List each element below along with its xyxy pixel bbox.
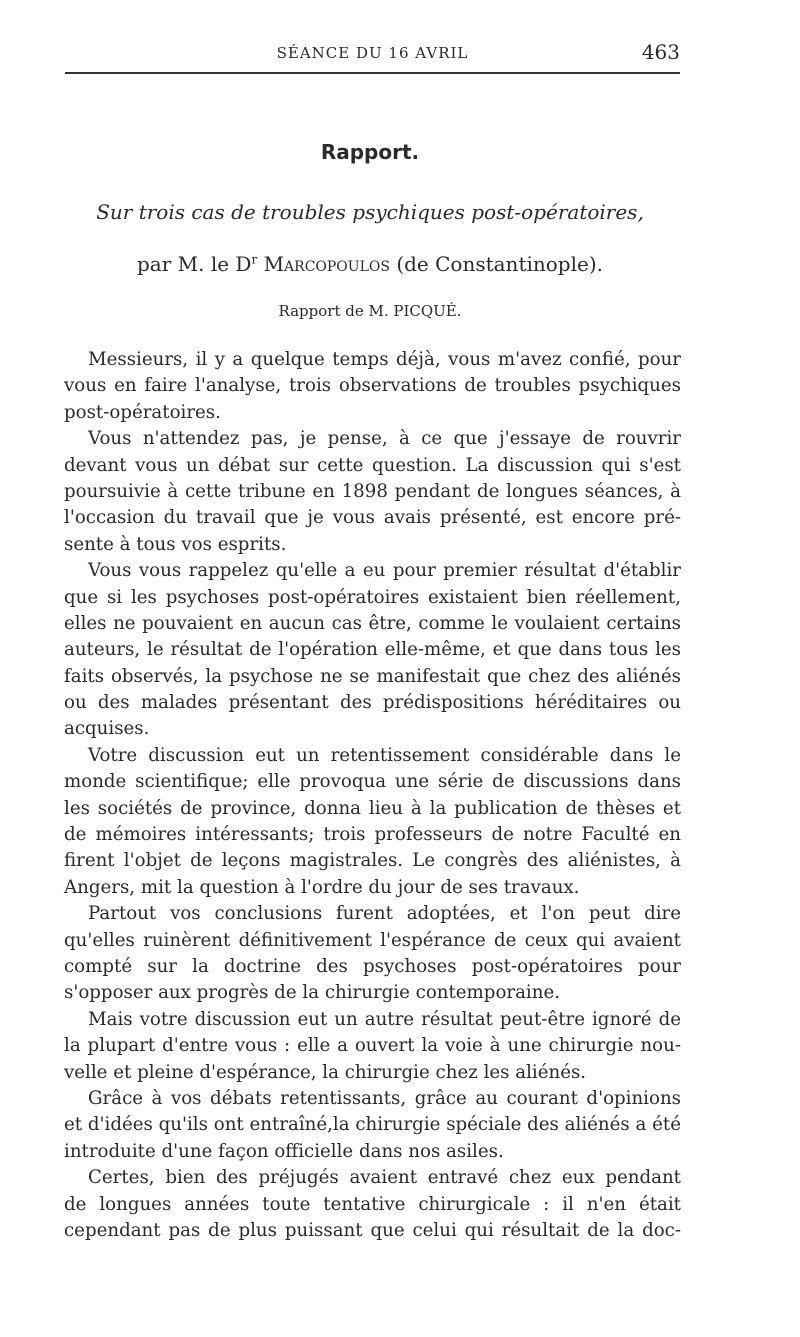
text-line: sente à tous vos esprits. — [64, 533, 287, 555]
text-line: poursuivie à cette tribune en 1898 pendant de longues séances, à — [64, 480, 681, 502]
text-line: que si les psychoses post-opératoires existaient bien réellement, — [64, 586, 681, 608]
text-line: elles ne pouvaient en aucun cas être, comme le voulaient certains — [64, 612, 681, 634]
author-byline — [0, 252, 740, 276]
text-line: Vous n'attendez pas, je pense, à ce que j'essaye de rouvrir — [88, 428, 681, 450]
text-line: ou des malades présentant des prédispositions héréditaires ou — [64, 692, 681, 714]
text-line: Grâce à vos débats retentissants, grâce au courant d'opinions — [88, 1087, 681, 1109]
page-number: 463 — [641, 40, 680, 64]
running-header — [65, 42, 680, 74]
byline-prefix: par M. le D — [136, 252, 252, 276]
body-text — [64, 347, 681, 1244]
text-line: les sociétés de province, donna lieu à la publication de thèses et — [64, 797, 681, 819]
article-subtitle: Sur trois cas de troubles psychiques post-opératoires, — [96, 200, 644, 224]
text-line: introduite d'une façon officielle dans nos asiles. — [64, 1140, 504, 1162]
text-line: Vous vous rappelez qu'elle a eu pour premier résultat d'établir — [88, 560, 681, 582]
text-line: Certes, bien des préjugés avaient entravé chez eux pendant — [88, 1167, 681, 1189]
text-line: auteurs, le résultat de l'opération elle-même, et que dans tous les — [64, 639, 681, 661]
text-line: Messieurs, il y a quelque temps déjà, vous m'avez confié, pour — [88, 349, 681, 370]
text-line: Mais votre discussion eut un autre résultat peut-être ignoré de — [88, 1008, 681, 1030]
text-line: devant vous un débat sur cette question. La discussion qui s'est — [64, 454, 681, 476]
text-line: post-opératoires. — [64, 401, 221, 423]
reporter-line: Rapport de M. PICQUÉ. — [278, 302, 462, 320]
section-title: Rapport. — [320, 140, 420, 164]
text-line: velle et pleine d'espérance, la chirurgie chez les aliénés. — [64, 1061, 587, 1083]
text-line: firent l'objet de leçons magistrales. Le congrès des aliénistes, à — [64, 850, 681, 872]
running-title: SÉANCE DU 16 AVRIL — [276, 44, 469, 62]
byline-sup: r — [251, 252, 258, 267]
text-line: et d'idées qu'ils ont entraîné,la chirurgie spéciale des aliénés a été — [64, 1114, 681, 1136]
author-name: Marcopoulos — [263, 252, 390, 276]
text-line: vous en faire l'analyse, trois observations de troubles psychiques — [64, 375, 681, 397]
text-line: l'occasion du travail que je vous avais présenté, est encore pré- — [64, 507, 681, 529]
author-place: (de Constantinople). — [396, 252, 603, 276]
text-line: Votre discussion eut un retentissement considérable dans le — [88, 744, 681, 766]
text-line: Partout vos conclusions furent adoptées, et l'on peut dire — [88, 903, 681, 925]
text-line: acquises. — [64, 718, 150, 740]
text-line: cependant pas de plus puissant que celui qui résultait de la doc- — [64, 1219, 681, 1241]
text-line: faits observés, la psychose ne se manifestait que chez des aliénés — [64, 665, 681, 687]
text-line: s'opposer aux progrès de la chirurgie contemporaine. — [64, 982, 561, 1004]
text-line: monde scientifique; elle provoqua une série de discussions dans — [64, 771, 681, 793]
text-line: qu'elles ruinèrent définitivement l'espérance de ceux qui avaient — [64, 929, 681, 951]
text-line: Angers, mit la question à l'ordre du jour de ses travaux. — [64, 876, 580, 898]
text-line: de mémoires intéressants; trois professeurs de notre Faculté en — [64, 824, 681, 846]
text-line: la plupart d'entre vous : elle a ouvert la voie à une chirurgie nou- — [64, 1035, 681, 1057]
text-line: compté sur la doctrine des psychoses post-opératoires pour — [64, 955, 681, 977]
text-line: de longues années toute tentative chirurgicale : il n'en était — [64, 1193, 681, 1215]
